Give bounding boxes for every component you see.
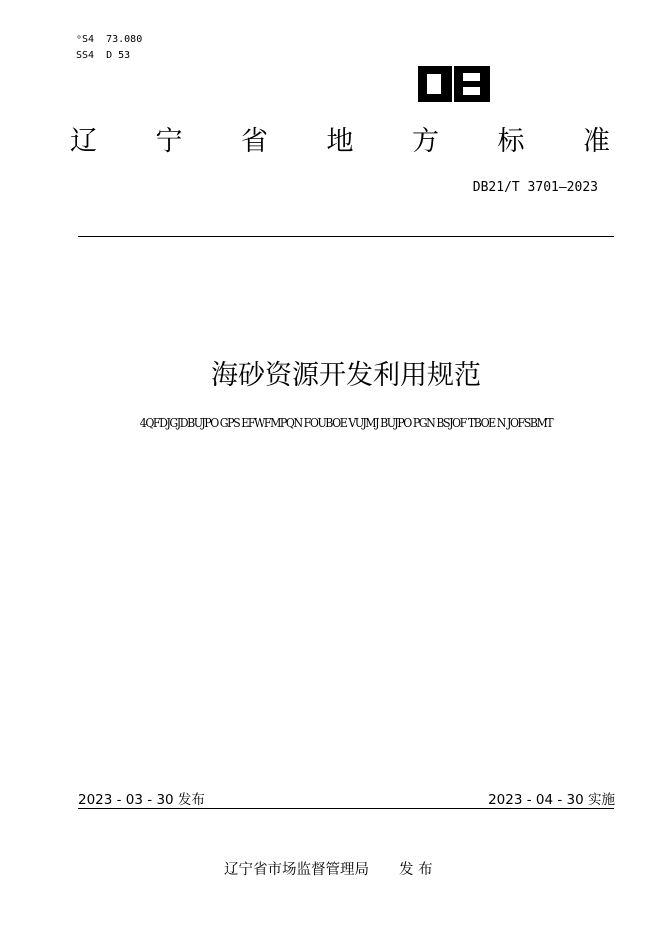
category-char: 标 — [497, 126, 525, 157]
ccs-code: SS4 D 53 — [76, 50, 131, 61]
standard-number: DB21/T 3701—2023 — [472, 180, 598, 195]
issuer-name: 辽宁省市场监督管理局 — [224, 862, 369, 878]
issuer-action: 发 布 — [399, 862, 433, 878]
issuer — [224, 858, 433, 879]
top-divider — [78, 236, 614, 237]
publish-date: 2023 - 03 - 30 发布 — [78, 792, 205, 808]
category-char: 地 — [326, 126, 354, 157]
category-char: 方 — [412, 126, 439, 157]
db-logo — [418, 64, 490, 104]
category-char: 宁 — [155, 126, 183, 157]
implement-date: 2023 - 04 - 30 实施 — [488, 792, 615, 808]
classification-codes — [76, 32, 142, 64]
standard-category — [70, 124, 610, 160]
category-char: 准 — [583, 126, 610, 157]
document-subtitle: 4QFDJGJDBUJPO GPS EFWFMPQN FOUBOE VUJMJ BUJPO PGN BSJOF TBOE N JOFSBMT — [139, 416, 553, 430]
document-title: 海砂资源开发利用规范 — [211, 360, 481, 391]
category-char: 省 — [241, 126, 268, 157]
bottom-divider — [78, 808, 614, 809]
ics-code: ᵒS4 73.080 — [76, 34, 143, 45]
category-char: 辽 — [70, 126, 97, 157]
